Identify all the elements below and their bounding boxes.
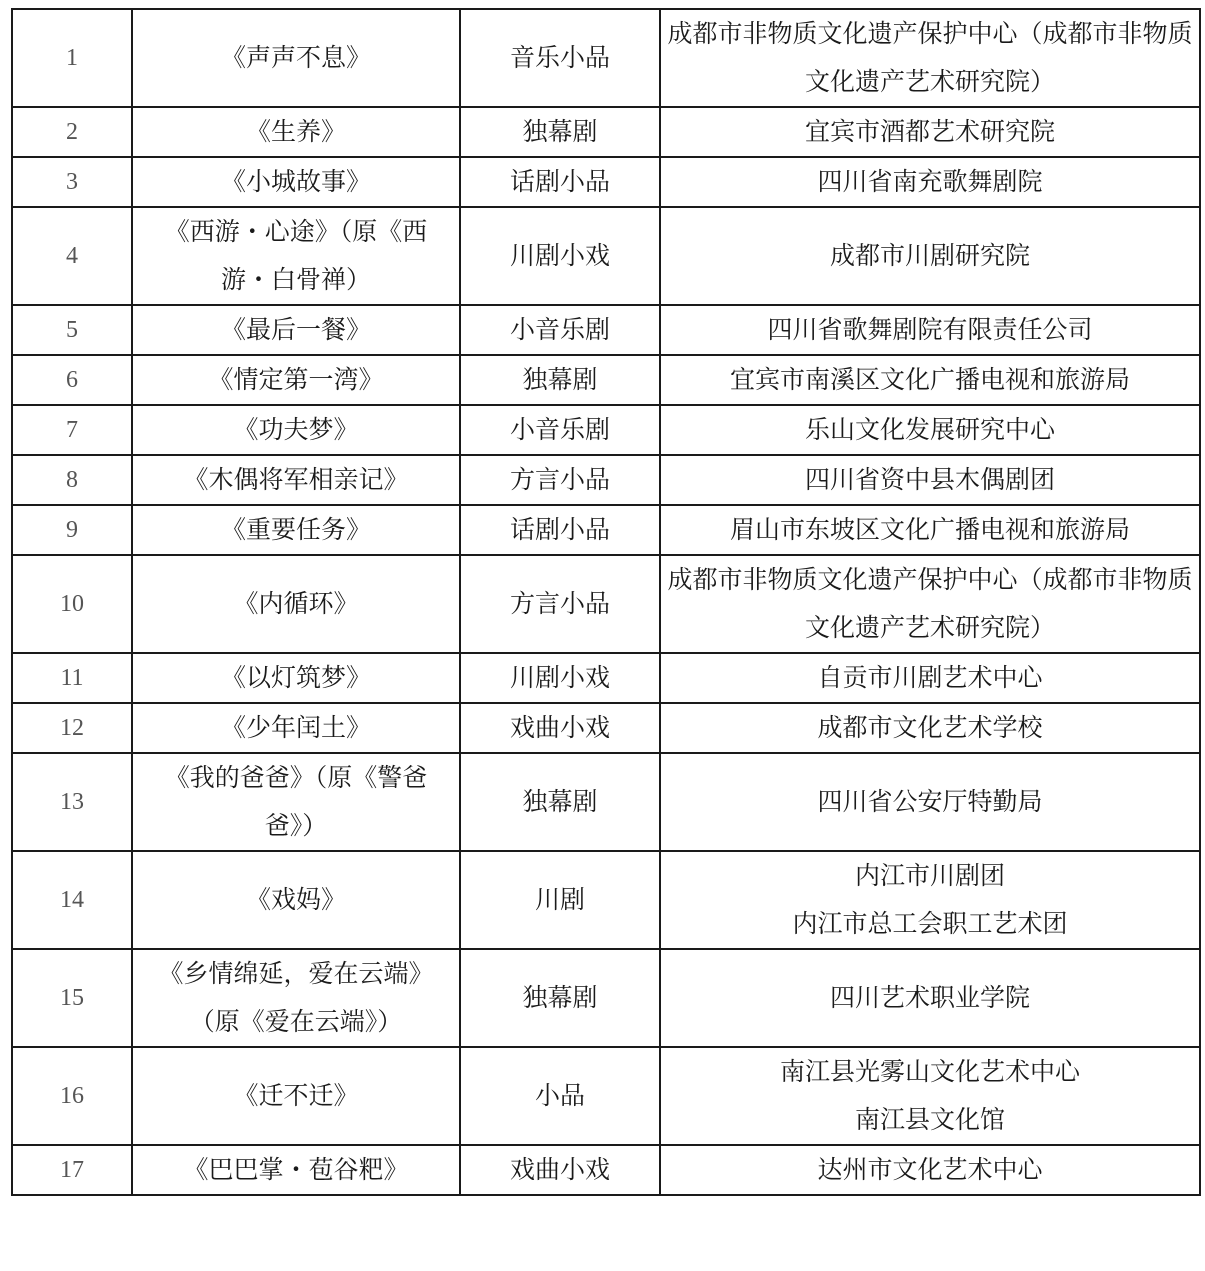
organization-name: 四川省公安厅特勤局 [817, 787, 1043, 816]
table-row [12, 355, 1200, 405]
table-row [12, 455, 1200, 505]
program-title: 《内循环》 [132, 555, 460, 653]
organization-cell [660, 9, 1200, 107]
row-number: 10 [12, 555, 132, 653]
row-number: 3 [12, 157, 132, 207]
table-row [12, 505, 1200, 555]
organization-name: 四川省歌舞剧院有限责任公司 [767, 315, 1093, 344]
program-table-body [12, 9, 1200, 1195]
organization-cell [660, 753, 1200, 851]
table-row [12, 703, 1200, 753]
organization-cell [660, 207, 1200, 305]
organization-cell [660, 703, 1200, 753]
organization-name: 乐山文化发展研究中心 [804, 415, 1055, 444]
program-genre: 方言小品 [460, 555, 660, 653]
row-number: 17 [12, 1145, 132, 1195]
row-number: 12 [12, 703, 132, 753]
organization-cell [660, 405, 1200, 455]
organization-name: 眉山市东坡区文化广播电视和旅游局 [729, 515, 1130, 544]
program-title: 《巴巴掌・苞谷粑》 [132, 1145, 460, 1195]
row-number: 13 [12, 753, 132, 851]
organization-cell [660, 305, 1200, 355]
table-row [12, 851, 1200, 949]
program-title: 《情定第一湾》 [132, 355, 460, 405]
program-title: 《生养》 [132, 107, 460, 157]
organization-cell [660, 1145, 1200, 1195]
program-genre: 话剧小品 [460, 505, 660, 555]
program-genre: 川剧 [460, 851, 660, 949]
program-genre: 独幕剧 [460, 753, 660, 851]
organization-cell [660, 455, 1200, 505]
table-row [12, 555, 1200, 653]
table-row [12, 207, 1200, 305]
program-genre: 方言小品 [460, 455, 660, 505]
organization-cell [660, 851, 1200, 949]
row-number: 7 [12, 405, 132, 455]
row-number: 15 [12, 949, 132, 1047]
row-number: 16 [12, 1047, 132, 1145]
program-genre: 戏曲小戏 [460, 1145, 660, 1195]
organization-name: 成都市非物质文化遗产保护中心（成都市非物质文化遗产艺术研究院） [667, 19, 1193, 96]
table-row [12, 1145, 1200, 1195]
organization-name: 成都市文化艺术学校 [817, 713, 1043, 742]
program-genre: 小音乐剧 [460, 305, 660, 355]
program-title: 《西游・心途》（原《西游・白骨禅） [132, 207, 460, 305]
table-row [12, 107, 1200, 157]
table-row [12, 9, 1200, 107]
row-number: 5 [12, 305, 132, 355]
table-row [12, 305, 1200, 355]
organization-name: 四川省南充歌舞剧院 [817, 167, 1043, 196]
organization-name: 内江市总工会职工艺术团 [792, 909, 1068, 938]
row-number: 6 [12, 355, 132, 405]
row-number: 2 [12, 107, 132, 157]
program-genre: 独幕剧 [460, 355, 660, 405]
program-title: 《以灯筑梦》 [132, 653, 460, 703]
table-row [12, 1047, 1200, 1145]
program-genre: 小音乐剧 [460, 405, 660, 455]
program-title: 《戏妈》 [132, 851, 460, 949]
table-row [12, 653, 1200, 703]
program-title: 《小城故事》 [132, 157, 460, 207]
program-title: 《少年闰土》 [132, 703, 460, 753]
program-genre: 川剧小戏 [460, 207, 660, 305]
organization-name: 南江县文化馆 [854, 1105, 1005, 1134]
table-row [12, 753, 1200, 851]
program-table [11, 8, 1201, 1196]
organization-name: 四川艺术职业学院 [829, 983, 1030, 1012]
row-number: 9 [12, 505, 132, 555]
organization-cell [660, 949, 1200, 1047]
organization-name: 自贡市川剧艺术中心 [817, 663, 1043, 692]
organization-cell [660, 107, 1200, 157]
program-title: 《最后一餐》 [132, 305, 460, 355]
row-number: 14 [12, 851, 132, 949]
table-row [12, 157, 1200, 207]
program-title: 《我的爸爸》（原《警爸爸》） [132, 753, 460, 851]
row-number: 4 [12, 207, 132, 305]
program-title: 《迁不迁》 [132, 1047, 460, 1145]
program-title: 《木偶将军相亲记》 [132, 455, 460, 505]
row-number: 11 [12, 653, 132, 703]
organization-name: 成都市非物质文化遗产保护中心（成都市非物质文化遗产艺术研究院） [667, 565, 1193, 642]
table-row [12, 405, 1200, 455]
program-title: 《乡情绵延，爱在云端》（原《爱在云端》） [132, 949, 460, 1047]
organization-cell [660, 355, 1200, 405]
program-genre: 戏曲小戏 [460, 703, 660, 753]
organization-cell [660, 505, 1200, 555]
program-genre: 小品 [460, 1047, 660, 1145]
organization-cell [660, 157, 1200, 207]
organization-name: 达州市文化艺术中心 [817, 1155, 1043, 1184]
organization-name: 宜宾市酒都艺术研究院 [804, 117, 1055, 146]
organization-name: 内江市川剧团 [854, 861, 1005, 890]
organization-cell [660, 555, 1200, 653]
program-genre: 独幕剧 [460, 949, 660, 1047]
program-title: 《功夫梦》 [132, 405, 460, 455]
program-genre: 话剧小品 [460, 157, 660, 207]
program-genre: 音乐小品 [460, 9, 660, 107]
organization-name: 宜宾市南溪区文化广播电视和旅游局 [729, 365, 1130, 394]
program-title: 《声声不息》 [132, 9, 460, 107]
program-title: 《重要任务》 [132, 505, 460, 555]
table-row [12, 949, 1200, 1047]
program-genre: 川剧小戏 [460, 653, 660, 703]
organization-cell [660, 1047, 1200, 1145]
row-number: 8 [12, 455, 132, 505]
row-number: 1 [12, 9, 132, 107]
program-genre: 独幕剧 [460, 107, 660, 157]
organization-cell [660, 653, 1200, 703]
organization-name: 南江县光雾山文化艺术中心 [779, 1057, 1080, 1086]
organization-name: 成都市川剧研究院 [829, 241, 1030, 270]
organization-name: 四川省资中县木偶剧团 [804, 465, 1055, 494]
